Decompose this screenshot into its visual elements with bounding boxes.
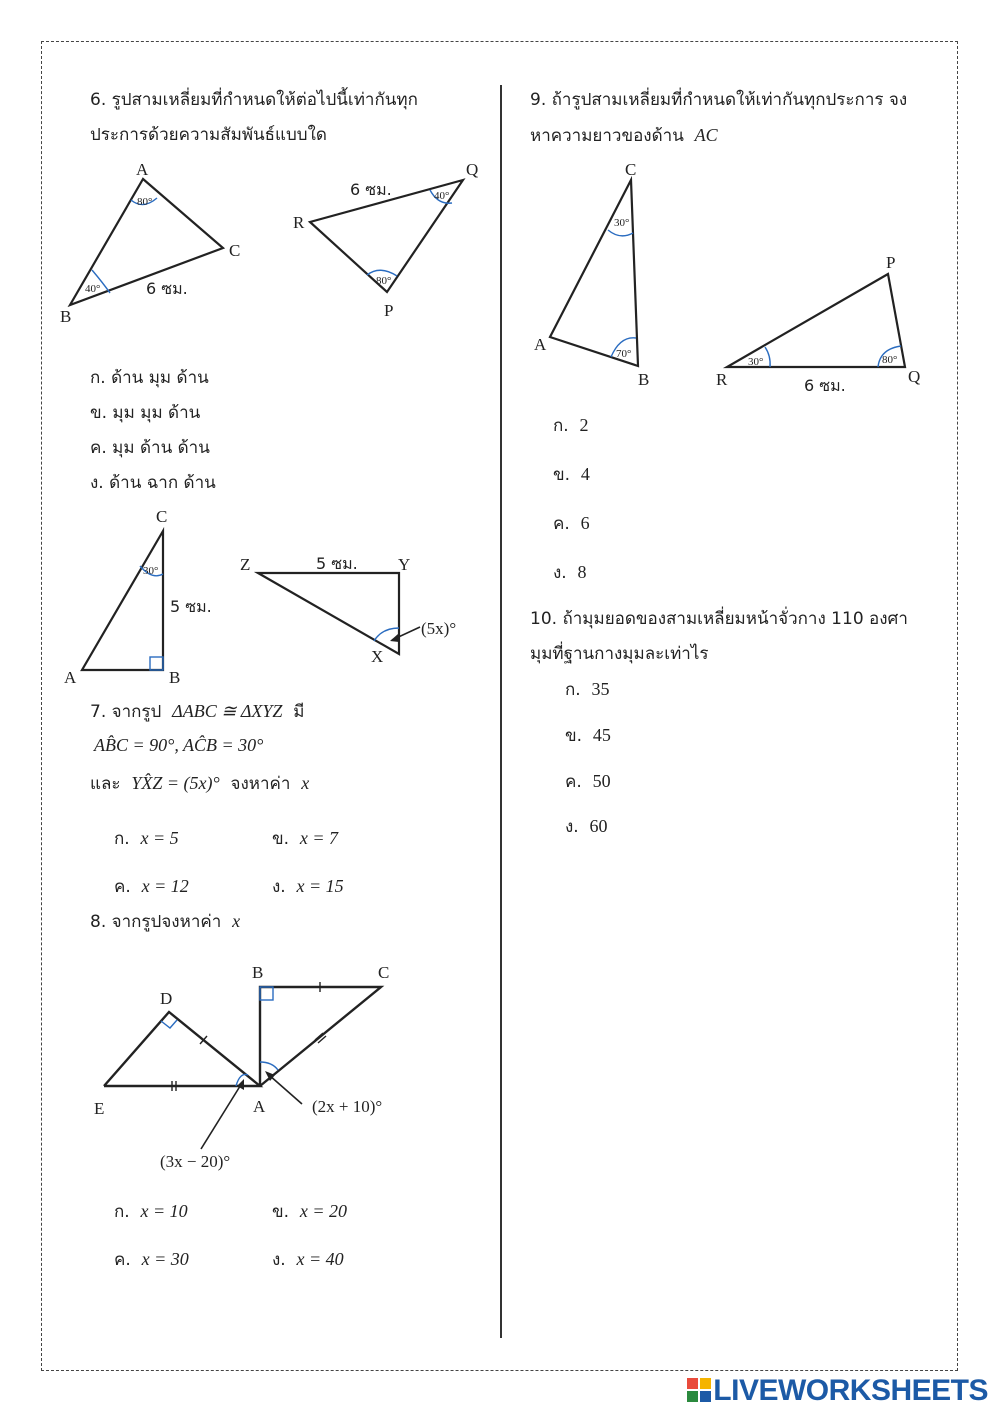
q9-option-1-value: 2	[579, 415, 589, 435]
q10-option-2-key: ข.	[565, 726, 583, 746]
q6-label-b: B	[60, 307, 72, 326]
q9-option-2-value: 4	[580, 464, 590, 484]
q9-option-1[interactable]	[553, 414, 589, 437]
q6-angle-b: 40°	[85, 283, 101, 295]
q9-option-4-value: 8	[577, 562, 587, 582]
q9-line2-text: หาความยาวของด้าน	[530, 126, 684, 146]
q7-line3-suffix: จงหาค่า	[230, 774, 291, 794]
q7-option-2[interactable]	[272, 827, 338, 850]
q6-option-4[interactable]: ง. ด้าน ฉาก ด้าน	[90, 473, 216, 493]
q8-option-3[interactable]	[114, 1248, 189, 1271]
q9-side-ac: AC	[694, 125, 718, 145]
q6-side-bc: 6 ซม.	[146, 279, 188, 298]
q10-option-4-key: ง.	[565, 817, 579, 837]
q7-triangle-zyx	[258, 573, 399, 654]
q7-angle-c: 30°	[143, 565, 159, 577]
q9-line1: 9. ถ้ารูปสามเหลี่ยมที่กำหนดให้เท่ากันทุกประการ จง	[530, 90, 908, 110]
q8-expr-dae: (3x − 20)°	[160, 1152, 231, 1171]
q9-option-1-key: ก.	[553, 416, 569, 436]
q6-angle-p: 80°	[376, 275, 392, 287]
q7-option-1[interactable]	[114, 827, 179, 850]
liveworksheets-logo	[687, 1374, 988, 1408]
q8-right-angle-b	[260, 987, 273, 1000]
q8-option-2-key: ข.	[272, 1202, 290, 1222]
q8-option-4-key: ง.	[272, 1250, 286, 1270]
q10-option-1-value: 35	[591, 679, 610, 699]
q7-given-angles: AB̂C = 90°, AĈB = 30°	[94, 735, 264, 755]
q7-label-y: Y	[398, 555, 411, 574]
q8-angle-bac-arc	[260, 1062, 278, 1070]
q7-option-4-key: ง.	[272, 877, 286, 897]
q10-option-2-value: 45	[592, 725, 611, 745]
q9-triangle-pqr	[727, 274, 905, 367]
q6-option-1[interactable]: ก. ด้าน มุม ด้าน	[90, 368, 209, 388]
q7-triangle-abc	[82, 531, 163, 670]
q8-option-2-value: x = 20	[299, 1201, 347, 1221]
q9-option-2-key: ข.	[553, 465, 571, 485]
q9-option-2[interactable]	[553, 463, 590, 486]
q8-label-d: D	[160, 989, 173, 1008]
q8-label-b: B	[252, 963, 264, 982]
q7-label-b: B	[169, 668, 181, 687]
q7-label-z: Z	[240, 555, 251, 574]
q9-label-r: R	[716, 370, 728, 389]
q7-label-c: C	[156, 507, 168, 526]
q7-side-bc: 5 ซม.	[170, 597, 212, 616]
q8-option-1[interactable]	[114, 1200, 188, 1223]
q9-angle-c: 30°	[614, 217, 630, 229]
q7-line2	[94, 734, 263, 757]
q7-option-1-key: ก.	[114, 829, 130, 849]
q6-option-2[interactable]: ข. มุม มุม ด้าน	[90, 403, 201, 423]
q9-label-a: A	[534, 335, 547, 354]
q7-line1-suffix: มี	[293, 702, 305, 722]
q8-option-1-value: x = 10	[140, 1201, 188, 1221]
logo-text: LIVEWORKSHEETS	[713, 1374, 988, 1407]
q7-option-4[interactable]	[272, 875, 344, 898]
q8-option-1-key: ก.	[114, 1202, 130, 1222]
q6-line1: 6. รูปสามเหลี่ยมที่กำหนดให้ต่อไปนี้เท่ากันทุก	[90, 90, 418, 110]
q9-angle-r-arc	[765, 347, 770, 367]
q8-label-a: A	[253, 1097, 266, 1116]
q7-variable: x	[301, 773, 310, 793]
q8-line1	[90, 910, 240, 933]
q7-right-angle-b	[150, 657, 163, 670]
q9-option-3-value: 6	[580, 513, 590, 533]
q8-label-e: E	[94, 1099, 105, 1118]
q7-line3-prefix: และ	[90, 774, 121, 794]
q7-option-2-key: ข.	[272, 829, 290, 849]
q10-option-1-key: ก.	[565, 680, 581, 700]
q7-angle-x-expr: (5x)°	[421, 619, 457, 638]
q10-option-4-value: 60	[589, 816, 608, 836]
q8-label-c: C	[378, 963, 390, 982]
q9-option-3[interactable]	[553, 512, 590, 535]
q7-option-3-value: x = 12	[141, 876, 189, 896]
q9-angle-b: 70°	[616, 348, 632, 360]
q6-angle-q: 40°	[434, 190, 450, 202]
q6-label-q: Q	[466, 160, 479, 179]
q10-option-2[interactable]	[565, 724, 611, 747]
q9-label-c: C	[625, 160, 637, 179]
q7-line3	[90, 772, 309, 795]
q9-label-q: Q	[908, 367, 921, 386]
q10-option-3[interactable]	[565, 770, 611, 793]
q8-right-angle-d	[161, 1020, 177, 1028]
q6-angle-a: 80°	[137, 196, 153, 208]
q7-option-1-value: x = 5	[140, 828, 179, 848]
q9-option-4[interactable]	[553, 561, 587, 584]
q7-option-2-value: x = 7	[299, 828, 338, 848]
q9-label-p: P	[886, 253, 896, 272]
q7-label-a: A	[64, 668, 77, 687]
q7-congruence: ΔABC ≅ ΔXYZ	[172, 701, 283, 721]
q9-option-4-key: ง.	[553, 563, 567, 583]
q9-label-b: B	[638, 370, 650, 389]
q8-option-4[interactable]	[272, 1248, 344, 1271]
q10-line1: 10. ถ้ามุมยอดของสามเหลี่ยมหน้าจั่วกาง 110 องศา	[530, 609, 908, 629]
q7-option-3-key: ค.	[114, 877, 131, 897]
q8-option-2[interactable]	[272, 1200, 347, 1223]
q7-angle-expression: YX̂Z = (5x)°	[131, 773, 220, 793]
q7-option-4-value: x = 15	[296, 876, 344, 896]
q8-figure	[104, 987, 381, 1086]
q9-side-rq: 6 ซม.	[804, 376, 846, 395]
q6-label-p: P	[384, 301, 394, 320]
q7-line1-prefix: 7. จากรูป	[90, 702, 162, 722]
q8-variable: x	[232, 911, 241, 931]
q9-angle-c-arc	[608, 230, 633, 236]
q7-option-3[interactable]	[114, 875, 189, 898]
q6-label-a: A	[136, 160, 149, 179]
q8-question: 8. จากรูปจงหาค่า	[90, 912, 222, 932]
q7-side-zy: 5 ซม.	[316, 554, 358, 573]
q7-line1	[90, 700, 304, 723]
q6-side-rq: 6 ซม.	[350, 180, 392, 199]
q10-option-1[interactable]	[565, 678, 610, 701]
q9-angle-r: 30°	[748, 356, 764, 368]
q6-line2: ประการด้วยความสัมพันธ์แบบใด	[90, 125, 327, 145]
q8-option-3-value: x = 30	[141, 1249, 189, 1269]
q8-expr-bac: (2x + 10)°	[312, 1097, 383, 1116]
q9-line2	[530, 124, 718, 147]
q8-option-3-key: ค.	[114, 1250, 131, 1270]
q10-option-3-value: 50	[592, 771, 611, 791]
q9-option-3-key: ค.	[553, 514, 570, 534]
q9-triangle-abc	[550, 180, 638, 366]
q10-line2: มุมที่ฐานกางมุมละเท่าไร	[530, 644, 709, 664]
q7-label-x: X	[371, 647, 384, 666]
q10-option-4[interactable]	[565, 815, 608, 838]
q6-option-3[interactable]: ค. มุม ด้าน ด้าน	[90, 438, 210, 458]
q8-option-4-value: x = 40	[296, 1249, 344, 1269]
q10-option-3-key: ค.	[565, 772, 582, 792]
logo-icon	[687, 1378, 711, 1402]
q6-label-r: R	[293, 213, 305, 232]
q6-label-c: C	[229, 241, 241, 260]
q9-angle-q: 80°	[882, 354, 898, 366]
q7-pointer-head	[390, 634, 399, 642]
